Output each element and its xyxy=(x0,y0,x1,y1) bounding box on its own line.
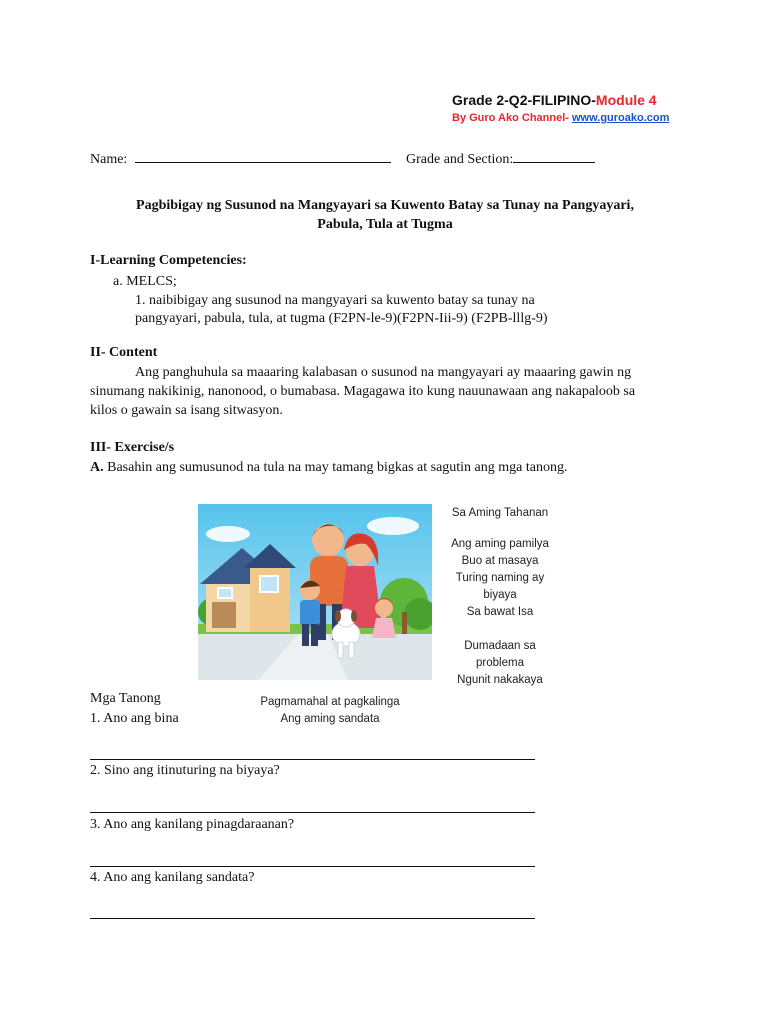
learning-item-a: a. MELCS; xyxy=(113,274,177,289)
question-4: 4. Ano ang kanilang sandata? xyxy=(90,870,255,885)
module-title xyxy=(452,92,657,108)
learning-item-1-line1: 1. naibibigay ang susunod na mangyayari sa kuwento batay sa tunay na xyxy=(135,293,535,308)
poem-line: Dumadaan sa xyxy=(464,640,536,652)
questions-heading: Mga Tanong xyxy=(90,691,161,706)
title-line-2: Pabula, Tula at Tugma xyxy=(317,217,453,232)
section-field[interactable] xyxy=(513,148,595,163)
poem-line: Sa bawat Isa xyxy=(466,606,534,618)
question-2: 2. Sino ang itinuturing na biyaya? xyxy=(90,763,280,778)
poem-line: problema xyxy=(476,657,524,669)
grade-label: Grade 2-Q2-FILIPINO- xyxy=(452,92,596,108)
poem-bottom-line-1: Pagmamahal at pagkalinga xyxy=(260,696,400,708)
content-paragraph xyxy=(90,363,680,420)
answer-line-2[interactable] xyxy=(90,812,535,813)
byline-text: By Guro Ako Channel- xyxy=(452,112,572,124)
family-house-picture xyxy=(198,504,432,680)
name-field[interactable] xyxy=(135,148,391,163)
section-row xyxy=(406,148,595,168)
name-label: Name: xyxy=(90,152,128,167)
page-title xyxy=(90,196,680,234)
poem-stanza-gap xyxy=(432,621,568,638)
title-line-1: Pagbibigay ng Susunod na Mangyayari sa Kuwento Batay sa Tunay na Pangyayari, xyxy=(136,198,634,213)
answer-line-1[interactable] xyxy=(90,759,535,760)
website-link[interactable]: www.guroako.com xyxy=(572,112,670,124)
poem-line: Turing naming ay xyxy=(455,572,545,584)
question-3: 3. Ano ang kanilang pinagdaraanan? xyxy=(90,817,295,832)
byline xyxy=(452,112,669,124)
exercise-a-text: Basahin ang sumusunod na tula na may tamang bigkas at sagutin ang mga tanong. xyxy=(103,460,568,475)
poem-title: Sa Aming Tahanan xyxy=(451,507,549,519)
answer-line-4[interactable] xyxy=(90,918,535,919)
module-label: Module 4 xyxy=(595,92,657,108)
poem-line: Ang aming pamilya xyxy=(451,538,549,550)
poem-line: Buo at masaya xyxy=(461,555,539,567)
content-line-2: sinumang nakikinig, nanonood, o bumabasa. Magagawa ito kung nauunawaan ang nakapaloob sa xyxy=(90,384,636,399)
family-illustration xyxy=(198,504,432,680)
exercise-heading: III- Exercise/s xyxy=(90,440,175,455)
poem-line: Ngunit nakakaya xyxy=(457,674,543,686)
question-1: 1. Ano ang bina xyxy=(90,711,179,726)
answer-line-3[interactable] xyxy=(90,866,535,867)
exercise-a-label: A. xyxy=(90,460,104,475)
poem-line: biyaya xyxy=(483,589,517,601)
section-label: Grade and Section: xyxy=(406,152,514,167)
poem-bottom-line-2: Ang aming sandata xyxy=(280,713,380,725)
content-heading: II- Content xyxy=(90,345,158,360)
learning-item-1-line2: pangyayari, pabula, tula, at tugma (F2PN-le-9)(F2PN-Iii-9) (F2PB-lllg-9) xyxy=(135,311,548,326)
poem xyxy=(432,505,568,689)
content-line-1: Ang panghuhula sa maaaring kalabasan o susunod na mangyayari ay maaaring gawin ng xyxy=(135,365,632,380)
name-row xyxy=(90,148,391,168)
content-line-3: kilos o gawain sa isang sitwasyon. xyxy=(90,403,283,418)
exercise-instruction xyxy=(90,458,567,477)
learning-heading: I-Learning Competencies: xyxy=(90,253,247,268)
poem-bottom xyxy=(184,692,558,732)
